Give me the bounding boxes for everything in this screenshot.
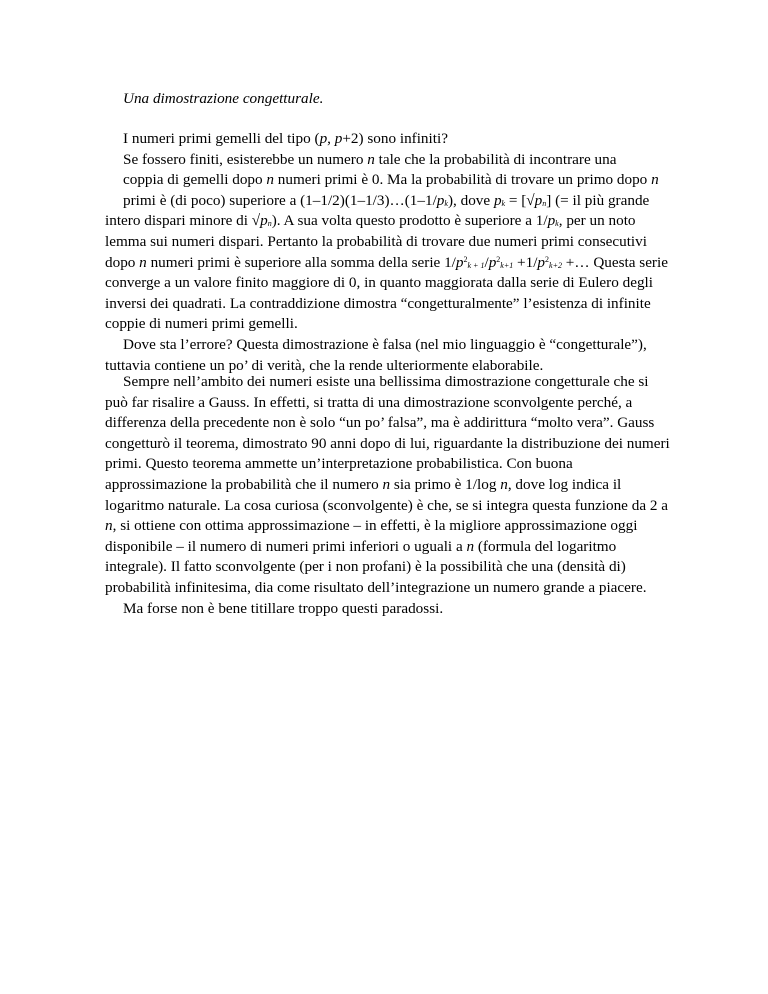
text-line: approssimazione la probabilità che il numero n sia primo è 1/log n, dove log indica il xyxy=(105,475,622,493)
text-line: congetturò il teorema, dimostrato 90 anni dopo di lui, riguardante la distribuzione dei numeri xyxy=(105,434,670,452)
text-line: tuttavia contiene un po’ di verità, che la rende ulteriormente elaborabile. xyxy=(105,356,544,374)
text-line: converge a un valore finito maggiore di 0, in quanto maggiorata dalla serie di Eulero degli xyxy=(105,274,653,292)
text-line: coppia di gemelli dopo n numeri primi è 0. Ma la probabilità di trovare un primo dopo n xyxy=(123,171,659,189)
text-line: primi. Questo teorema ammette un’interpretazione probabilistica. Con buona xyxy=(105,455,573,473)
text-line: I numeri primi gemelli del tipo (p, p+2) sono infiniti? xyxy=(123,130,448,147)
paragraph-gauss xyxy=(105,372,670,619)
text-line: inversi dei quadrati. La contraddizione dimostra “congetturalmente” l’esistenza di infinite xyxy=(105,294,651,312)
text-line: integrale). Il fatto sconvolgente (per i non profani) è la possibilità che una (densità di) xyxy=(105,558,626,576)
text-line: lemma sui numeri dispari. Pertanto la probabilità di trovare due numeri primi consecutivi xyxy=(105,232,647,250)
text-line: logaritmo naturale. La cosa curiosa (sconvolgente) è che, se si integra questa funzione da 2 a xyxy=(105,496,668,514)
document-title: Una dimostrazione congetturale. xyxy=(123,90,324,107)
text-line: Sempre nell’ambito dei numeri esiste una bellissima dimostrazione congetturale che si xyxy=(123,373,649,390)
text-line: Dove sta l’errore? Questa dimostrazione è falsa (nel mio linguaggio è “congetturale”), xyxy=(123,335,647,353)
text-line: differenza della precedente non è solo “un po’ falsa”, ma è addirittura “molto vera”. Gauss xyxy=(105,414,655,432)
text-line: può far risalire a Gauss. In effetti, si tratta di una dimostrazione sconvolgente perché, a xyxy=(105,393,633,411)
text-line: probabilità infinitesima, dia come risultato dell’integrazione un numero grande a piacere. xyxy=(105,578,647,596)
text-line: primi è (di poco) superiore a $(1-1/2)(1-1/3)\dots(1-1/p_k)$, dove $p_k = [√p_n]$ (= il più grande xyxy=(123,191,650,209)
text-line: intero dispari minore di $√p_n$). A sua volta questo prodotto è superiore a $1/p_k$, per un noto xyxy=(105,212,636,230)
text-line: coppie di numeri primi gemelli. xyxy=(105,315,298,333)
document-page xyxy=(105,0,670,994)
text-line: n, si ottiene con ottima approssimazione – in effetti, è la migliore approssimazione oggi xyxy=(105,517,638,535)
text-line: dopo n numeri primi è superiore alla somma della serie $1/p^2_{k + 1}/p^2_{k+1} +1/p^2_{k+2}$ +… Questa serie xyxy=(105,253,668,271)
text-line: disponibile – il numero di numeri primi inferiori o uguali a n (formula del logaritmo xyxy=(105,537,617,555)
text-line: Ma forse non è bene titillare troppo questi paradossi. xyxy=(123,599,444,617)
paragraph-twin-primes xyxy=(105,129,667,376)
text-line: Se fossero finiti, esisterebbe un numero n tale che la probabilità di incontrare una xyxy=(123,150,617,168)
